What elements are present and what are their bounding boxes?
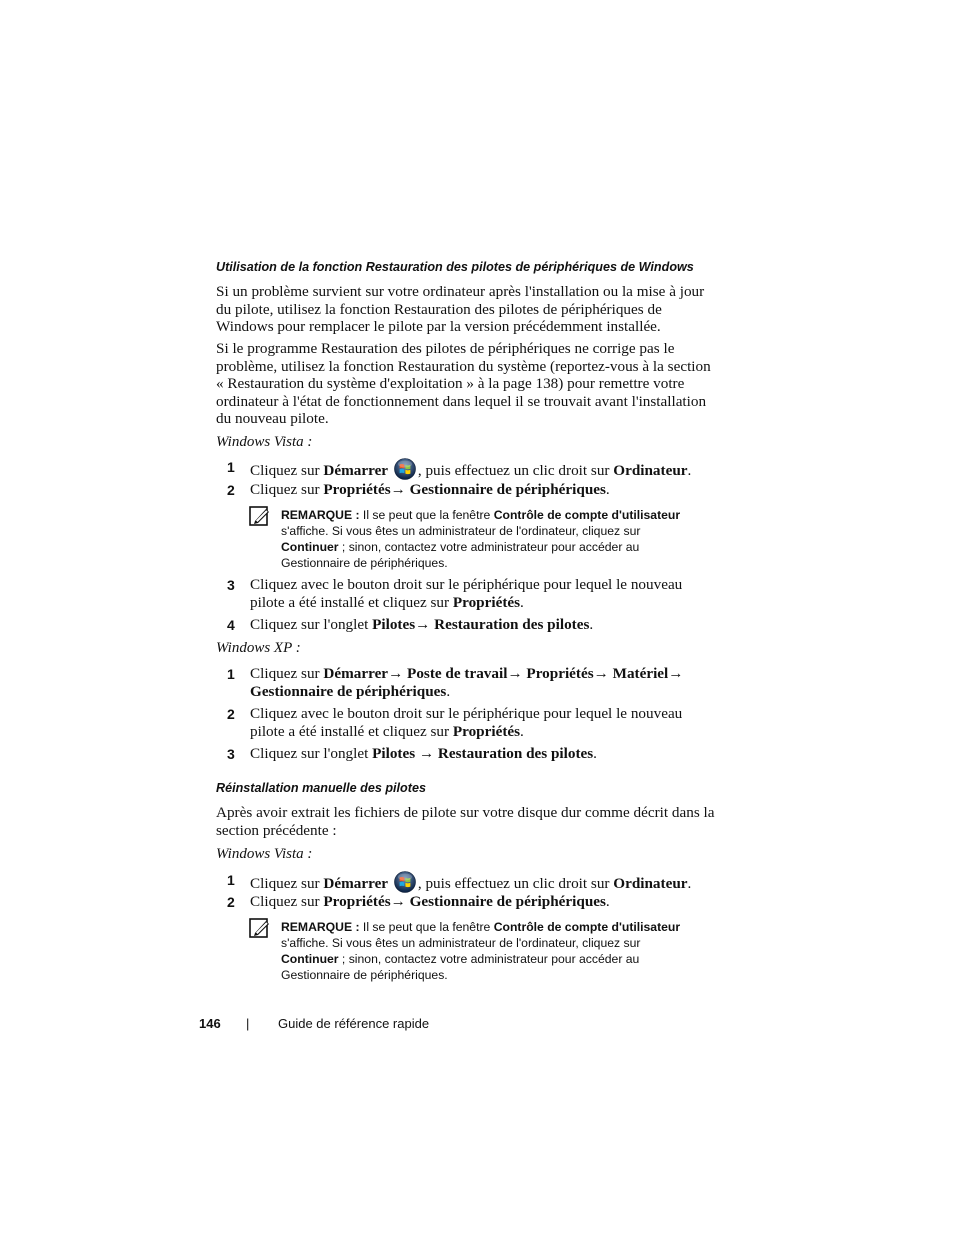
step-text: Cliquez sur Propriétés→ Gestionnaire de périphériques.	[250, 481, 610, 498]
os-label-vista: Windows Vista :	[216, 846, 313, 862]
step-number: 1	[227, 872, 235, 888]
paragraph-after-extract: Après avoir extrait les fichiers de pilote sur votre disque dur comme décrit dans la section précédente :	[216, 804, 715, 839]
step-text: Cliquez sur l'onglet Pilotes→ Restauration des pilotes.	[250, 616, 594, 633]
footer-title: Guide de référence rapide	[278, 1016, 430, 1031]
os-label-xp: Windows XP :	[216, 640, 301, 656]
step-number: 3	[227, 577, 235, 593]
windows-start-orb-icon	[394, 871, 416, 893]
section-heading-restore-drivers: Utilisation de la fonction Restauration des pilotes de périphériques de Windows	[216, 260, 694, 274]
step-text: Cliquez sur l'onglet Pilotes → Restauration des pilotes.	[250, 745, 597, 762]
step-text: Cliquez sur Démarrer , puis effectuez un clic droit sur Ordinateur.	[250, 458, 691, 480]
step-text: Cliquez sur Propriétés→ Gestionnaire de périphériques.	[250, 893, 610, 910]
note-uac: REMARQUE : Il se peut que la fenêtre Contrôle de compte d'utilisateur s'affiche. Si vous êtes un administrateur de l'ordinateur, cliquez sur Continuer ; sinon, contactez votre administrateur pour accéder au Gestionnaire de périphériques.	[281, 508, 681, 570]
section-heading-manual-reinstall: Réinstallation manuelle des pilotes	[216, 781, 426, 795]
step-number: 4	[227, 617, 235, 633]
step-text: Cliquez sur Démarrer , puis effectuez un clic droit sur Ordinateur.	[250, 871, 691, 893]
os-label-vista: Windows Vista :	[216, 434, 313, 450]
step-text: Cliquez avec le bouton droit sur le périphérique pour lequel le nouveau pilote a été installé et cliquez sur Propriétés.	[250, 576, 683, 611]
windows-start-orb-icon	[394, 458, 416, 480]
note-uac: REMARQUE : Il se peut que la fenêtre Contrôle de compte d'utilisateur s'affiche. Si vous êtes un administrateur de l'ordinateur, cliquez sur Continuer ; sinon, contactez votre administrateur pour accéder au Gestionnaire de périphériques.	[281, 920, 681, 982]
step-text: Cliquez sur Démarrer→ Poste de travail→ Propriétés→ Matériel→ Gestionnaire de périphériques.	[250, 665, 684, 700]
paragraph-system-restore: Si le programme Restauration des pilotes de périphériques ne corrige pas le problème, utilisez la fonction Restauration du système (reportez-vous à la section « Restauration du système d'exploitation » à la page 138) pour remettre votre ordinateur à l'état de fonctionnement dans lequel il se trouvait avant l'installation du nouveau pilote.	[216, 340, 711, 427]
step-number: 3	[227, 746, 235, 762]
step-text: Cliquez avec le bouton droit sur le périphérique pour lequel le nouveau pilote a été installé et cliquez sur Propriétés.	[250, 705, 683, 740]
note-pencil-icon	[249, 505, 271, 527]
step-number: 1	[227, 666, 235, 682]
footer-separator: |	[246, 1016, 250, 1031]
step-number: 2	[227, 482, 235, 498]
page-number: 146	[199, 1016, 221, 1031]
step-number: 1	[227, 459, 235, 475]
step-number: 2	[227, 894, 235, 910]
note-pencil-icon	[249, 917, 271, 939]
step-number: 2	[227, 706, 235, 722]
paragraph-intro: Si un problème survient sur votre ordinateur après l'installation ou la mise à jour du pilote, utilisez la fonction Restauration des pilotes de périphériques de Windows pour remplacer le pilote par la version précédemment installée.	[216, 283, 705, 335]
